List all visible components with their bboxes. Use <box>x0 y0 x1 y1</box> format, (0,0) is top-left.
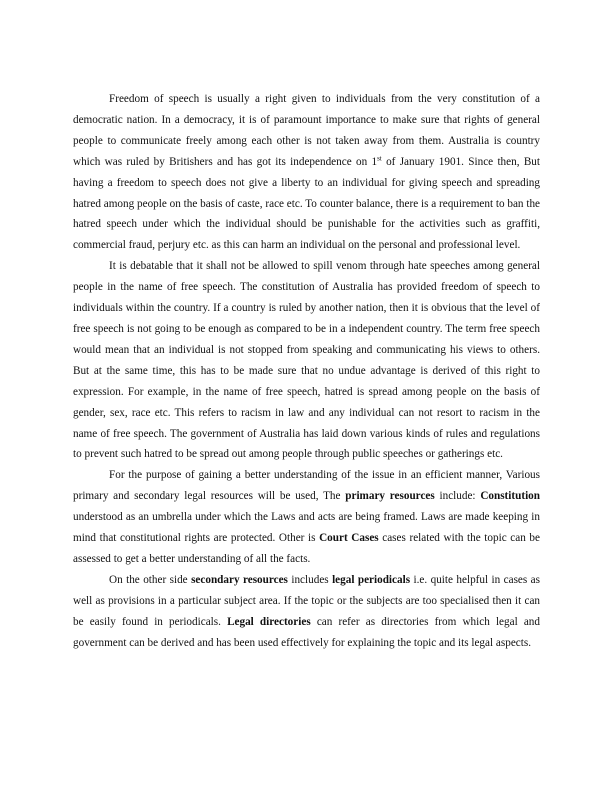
paragraph-secondary-resources <box>73 570 540 654</box>
bold-term: secondary resources <box>191 573 288 586</box>
paragraph-text: i.e. quite helpful in cases as well as provisions in a particular subject area. If the topic or the subjects are too specialised then it can be easily found in periodicals. <box>73 573 540 628</box>
paragraph-primary-resources <box>73 465 540 570</box>
paragraph-hate-speech-debate <box>73 256 540 465</box>
paragraph-text: can refer as directories from which legal and government can be derived and has been used effectively for explaining the topic and its legal aspects. <box>73 615 540 649</box>
paragraph-text: For the purpose of gaining a better understanding of the issue in an efficient manner, Various primary and secondary legal resources will be used, The <box>73 469 540 503</box>
bold-term: Constitution <box>480 490 540 503</box>
paragraph-text: includes <box>287 573 333 586</box>
bold-term: legal periodicals <box>332 573 411 586</box>
paragraph-text: of January 1901. Since then, But having a freedom to speech does not give a liberty to an individual for giving speech and spreading hatred among people on the basis of caste, race etc. To counter balance, there is a requirement to ban the hatred speech under which the individual should be punishable for the activities such as graffiti, commercial fraud, perjury etc. as this can harm an individual on the personal and professional level. <box>73 155 540 252</box>
paragraph-text: It is debatable that it shall not be allowed to spill venom through hate speeches among general people in the name of free speech. The constitution of Australia has provided freedom of speech to individuals within the country. If a country is ruled by another nation, then it is obvious that the level of free speech is not going to be enough as compared to be in a independent country. The term free speech would mean that an individual is not stopped from speaking and communicating his views to others. But at the same time, this has to be made sure that no undue advantage is derived of this right to expression. For example, in the name of free speech, hatred is spread among people on the basis of gender, sex, race etc. This refers to racism in law and any individual can not resort to racism in the name of free speech. The government of Australia has laid down various kinds of rules and regulations to prevent such hatred to be spread out among people through public speeches or gatherings etc. <box>73 260 540 461</box>
paragraph-freedom-of-speech <box>73 89 540 256</box>
paragraph-text: cases related with the topic can be assessed to get a better understanding of all the facts. <box>73 532 540 565</box>
paragraph-text: understood as an umbrella under which the Laws and acts are being framed. Laws are made keeping in mind that constitutional rights are protected. Other is <box>73 511 540 545</box>
bold-term: Court Cases <box>319 532 379 545</box>
paragraph-text: On the other side <box>109 573 192 586</box>
paragraph-text: Freedom of speech is usually a right given to individuals from the very constitution of a democratic nation. In a democracy, it is of paramount importance to make sure that rights of general people to communicate freely among each other is not taken away from them. Australia is country which was ruled by Britishers and has got its independence on 1 <box>73 93 540 168</box>
bold-term: Legal directories <box>227 615 311 628</box>
paragraph-text: include: <box>434 490 481 503</box>
bold-term: primary resources <box>345 490 435 503</box>
ordinal-suffix: st <box>377 153 382 162</box>
document-body <box>73 89 540 653</box>
